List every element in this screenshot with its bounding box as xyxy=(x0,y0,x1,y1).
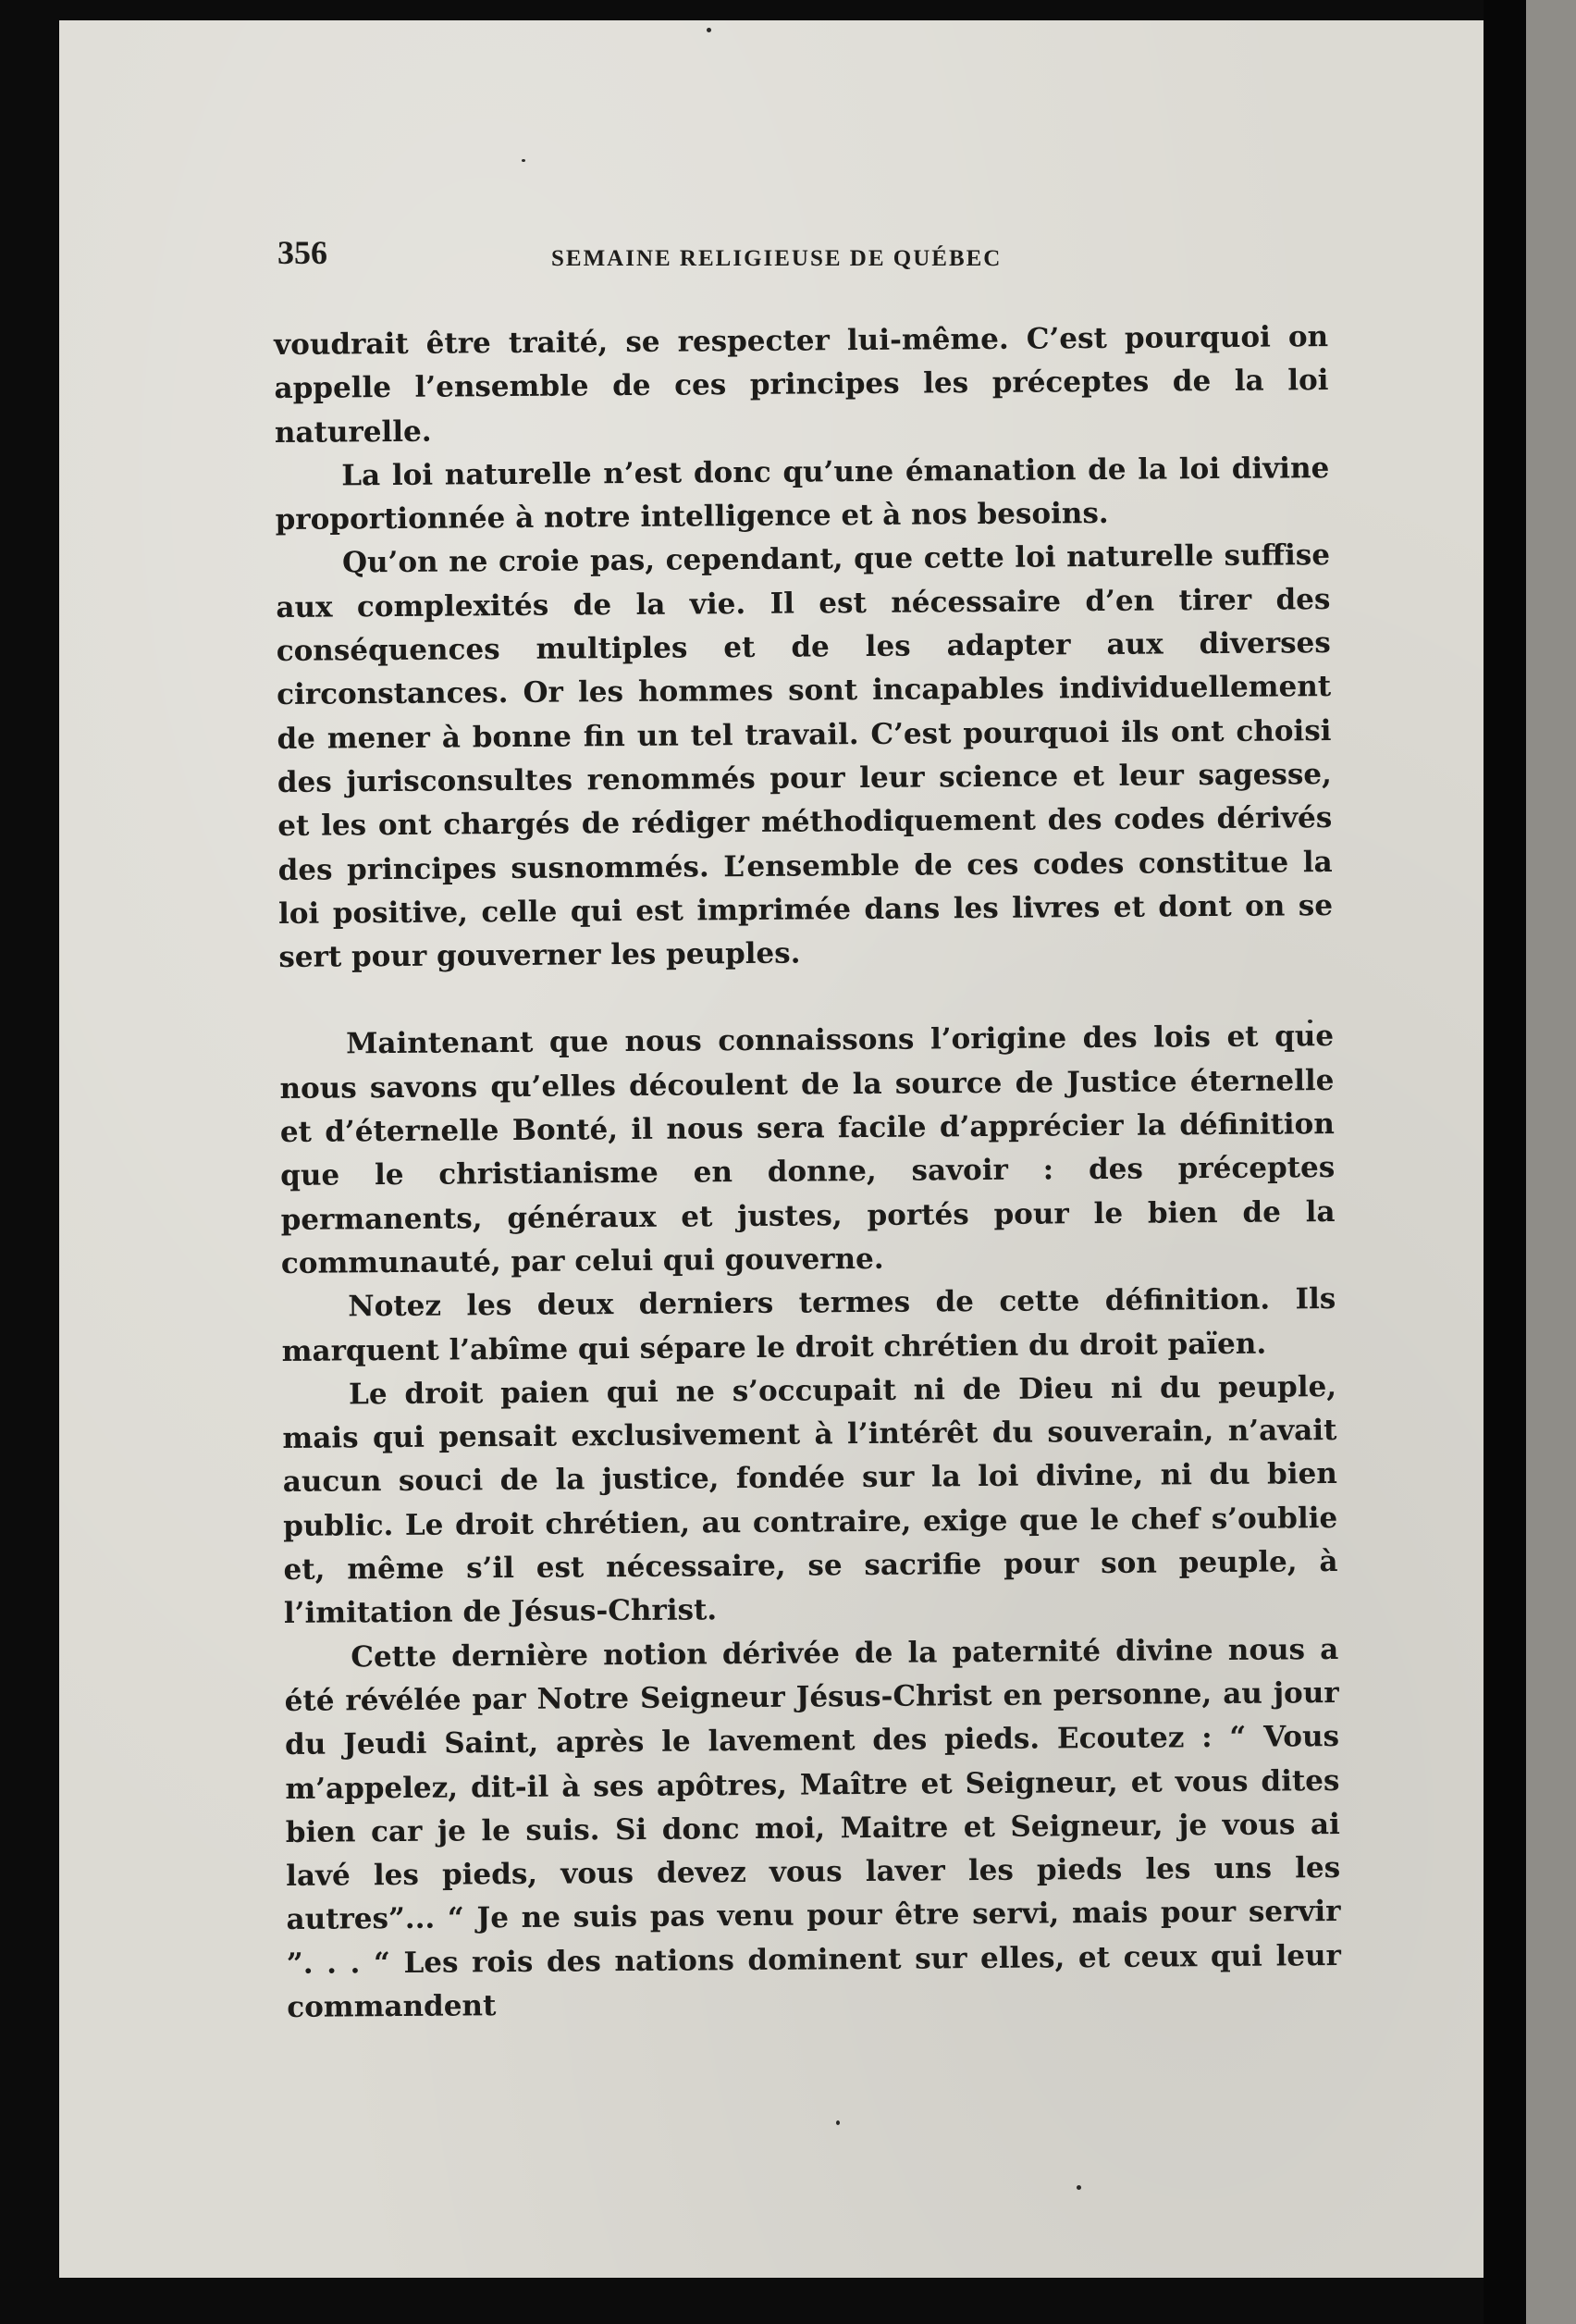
paragraph: voudrait être traité, se respecter lui-même. C’est pourquoi on appelle l’ensemble de ces principes les préceptes de la loi naturelle. xyxy=(274,320,1329,450)
paragraph: Qu’on ne croie pas, cependant, que cette loi naturelle suffise aux complexités de la vie. Il est nécessaire d’en tirer des conséquences multiples et de les adapter aux diverses circonstances. Or les hommes sont incapables individuellement de mener à bonne fin un tel travail. C’est pourquoi ils ont choisi des jurisconsultes renommés pour leur science et leur sagesse, et les ont chargés de rédiger méthodiquement des codes dérivés des principes susnommés. L’ensemble de ces codes constitue la loi positive, celle qui est imprimée dans les livres et dont on se sert pour gouverner les peuples. xyxy=(276,538,1334,975)
next-page-edge xyxy=(1526,0,1576,2324)
paragraph: Cette dernière notion dérivée de la paternité divine nous a été révélée par Notre Seigneur Jésus-Christ en personne, au jour du Jeudi Saint, après le lavement des pieds. Ecoutez : “ Vous m’appelez, dit-il à ses apôtres, Maître et Seigneur, et vous dites bien car je le suis. Si donc moi, Maitre et Seigneur, je vous ai lavé les pieds, vous devez vous laver les pieds les uns les autres”... “ Je ne suis pas venu pour être servi, mais pour servir ”. . . “ Les rois des nations dominent sur elles, et ceux qui leur commandent xyxy=(284,1632,1342,2024)
paragraph: Notez les deux derniers termes de cette définition. Ils marquent l’abîme qui sépare le droit chrétien du droit païen. xyxy=(281,1282,1336,1368)
paragraph: Maintenant que nous connaissons l’origine des lois et que nous savons qu’elles découlent de la source de Justice éternelle et d’éternelle Bonté, il nous sera facile d’apprécier la définition que le christianisme en donne, savoir : des préceptes permanents, généraux et justes, portés pour le bien de la communauté, par celui qui gouverne. xyxy=(279,1020,1336,1280)
dust-speck xyxy=(522,159,525,162)
page-gutter xyxy=(1484,0,1526,2324)
page-number: 356 xyxy=(277,234,327,271)
dust-speck xyxy=(707,28,711,32)
dust-speck xyxy=(1077,2185,1081,2190)
dust-speck xyxy=(836,2120,840,2125)
paragraph: La loi naturelle n’est donc qu’une émanation de la loi divine proportionnée à notre intelligence et à nos besoins. xyxy=(275,451,1330,538)
running-head: SEMAINE RELIGIEUSE DE QUÉBEC xyxy=(551,246,1003,271)
page-header xyxy=(277,233,1341,289)
body-text xyxy=(274,315,1341,2030)
paragraph: Le droit paien qui ne s’occupait ni de Dieu ni du peuple, mais qui pensait exclusivement à l’intérêt du souverain, n’avait aucun souci de la justice, fondée sur la loi divine, ni du bien public. Le droit chrétien, au contraire, exige que le chef s’oublie et, même s’il est nécessaire, se sacrifie pour son peuple, à l’imitation de Jésus-Christ. xyxy=(282,1369,1338,1631)
